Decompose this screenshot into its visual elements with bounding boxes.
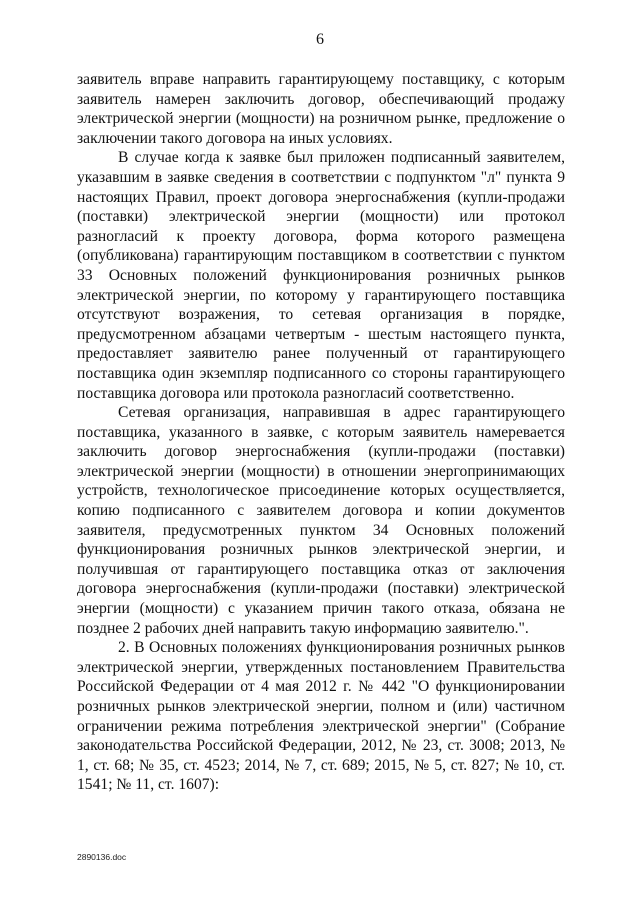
paragraph-continuation: заявитель вправе направить гарантирующему поставщику, с которым заявитель намерен заключить договор, обеспечивающий продажу электрической энергии (мощности) на розничном рынке, предложение о заключении такого договора на иных условиях. (77, 71, 565, 147)
document-body (77, 70, 565, 795)
paragraph: В случае когда к заявке был приложен подписанный заявителем, указавшим в заявке сведения в соответствии с подпунктом "л" пункта 9 настоящих Правил, проект договора энергоснабжения (купли-продажи (поставки) электрической энергии (мощности) или протокол разногласий к проекту договора, форма которого размещена (опубликована) гарантирующим поставщиком в соответствии с пунктом 33 Основных положений функционирования розничных рынков электрической энергии, по которому у гарантирующего поставщика отсутствуют возражения, то сетевая организация в порядке, предусмотренном абзацами четвертым - шестым настоящего пункта, предоставляет заявителю ранее полученный от гарантирующего поставщика один экземпляр подписанного со стороны гарантирующего поставщика договора или протокола разногласий соответственно. (77, 149, 565, 402)
footer-doc-id: 2890136.doc (77, 852, 127, 862)
paragraph: 2. В Основных положениях функционирования розничных рынков электрической энергии, утвержденных постановлением Правительства Российской Федерации от 4 мая 2012 г. № 442 "О функционировании розничных рынков электрической энергии, полном и (или) частичном ограничении режима потребления электрической энергии" (Собрание законодательства Российской Федерации, 2012, № 23, ст. 3008; 2013, № 1, ст. 68; № 35, ст. 4523; 2014, № 7, ст. 689; 2015, № 5, ст. 827; № 10, ст. 1541; № 11, ст. 1607): (77, 639, 565, 794)
page-number: 6 (316, 31, 324, 48)
paragraph: Сетевая организация, направившая в адрес гарантирующего поставщика, указанного в заявке, с которым заявитель намеревается заключить договор энергоснабжения (купли-продажи (поставки) электрической энергии (мощности) в отношении энергопринимающих устройств, технологическое присоединение которых осуществляется, копию подписанного с заявителем договора и копии документов заявителя, предусмотренных пунктом 34 Основных положений функционирования розничных рынков электрической энергии, и получившая от гарантирующего поставщика отказ от заключения договора энергоснабжения (купли-продажи (поставки) электрической энергии (мощности) с указанием причин такого отказа, обязана не позднее 2 рабочих дней направить такую информацию заявителю.". (77, 404, 565, 637)
